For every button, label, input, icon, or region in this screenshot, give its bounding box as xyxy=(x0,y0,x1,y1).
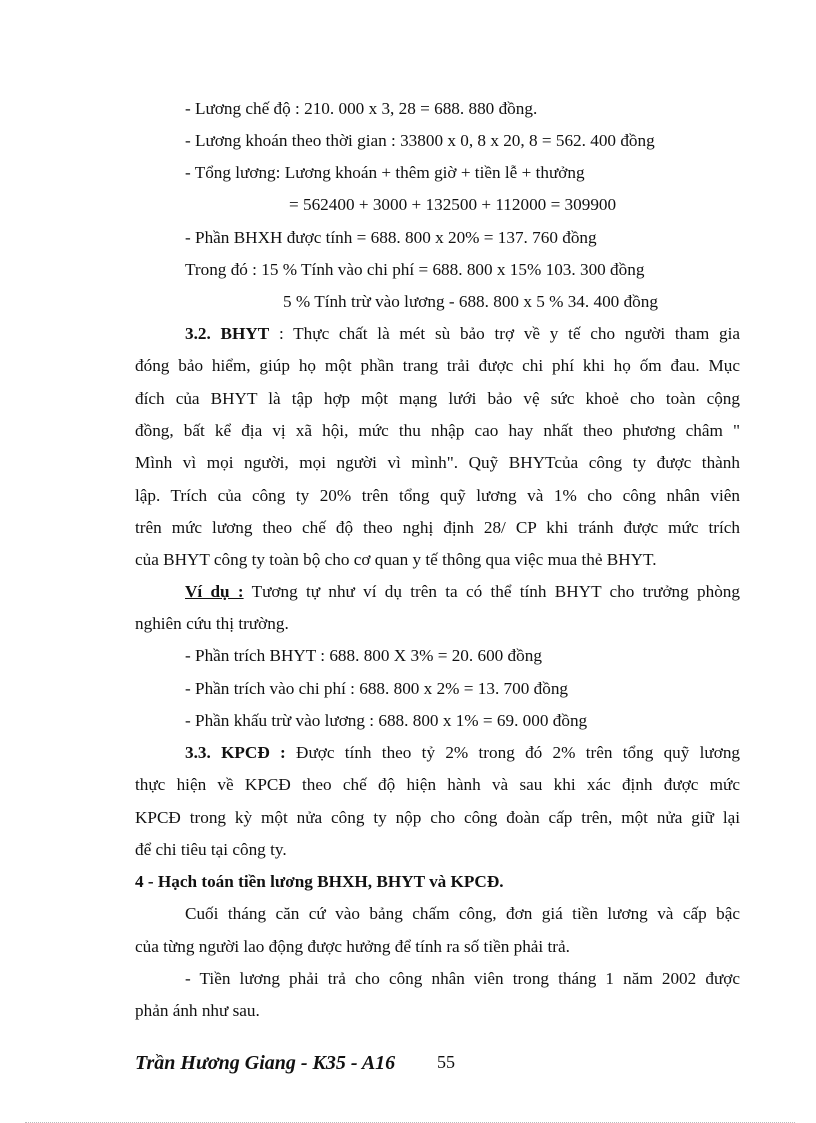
example-item: - Phần trích BHYT : 688. 800 X 3% = 20. 600 đồng xyxy=(185,646,542,665)
bhxh-deduction-line: 5 % Tính trừ vào lương - 688. 800 x 5 % 34. 400 đồng xyxy=(283,292,658,311)
kpcd-first-line: 3.3. KPCĐ : Được tính theo tỷ 2% trong đó 2% trên tổng quỹ lương xyxy=(185,743,740,762)
kpcd-line: để chi tiêu tại công ty. xyxy=(135,840,287,859)
total-salary-sum-line: = 562400 + 3000 + 132500 + 112000 = 309900 xyxy=(289,195,617,214)
example-first-line: Ví dụ : Tương tự như ví dụ trên ta có thể tính BHYT cho trưởng phòng xyxy=(185,582,740,601)
bhyt-line: đóng bảo hiểm, giúp họ một phần trang trải được chi phí khi họ ốm đau. Mục xyxy=(135,356,740,375)
section-4-paragraph-line: phản ánh như sau. xyxy=(135,1001,260,1020)
page-number: 55 xyxy=(437,1052,455,1072)
bhyt-paragraph-first-line: 3.2. BHYT : Thực chất là mét sù bảo trợ về y tế cho người tham gia xyxy=(185,324,740,343)
bhxh-cost-line: Trong đó : 15 % Tính vào chi phí = 688. 800 x 15% 103. 300 đồng xyxy=(185,260,645,279)
bhyt-line: của BHYT công ty toàn bộ cho cơ quan y tế thông qua việc mua thẻ BHYT. xyxy=(135,550,657,569)
example-label: Ví dụ : xyxy=(185,582,244,601)
bhyt-line: đích của BHYT là tập hợp một mạng lưới bảo vệ sức khoẻ cho toàn cộng xyxy=(135,389,740,408)
piece-salary-line: - Lương khoán theo thời gian : 33800 x 0, 8 x 20, 8 = 562. 400 đồng xyxy=(185,131,655,150)
kpcd-heading: 3.3. KPCĐ : xyxy=(185,743,286,762)
kpcd-line: KPCĐ trong kỳ một nửa công ty nộp cho công đoàn cấp trên, một nửa giữ lại xyxy=(135,808,740,827)
salary-regime-line: - Lương chế độ : 210. 000 x 3, 28 = 688. 880 đồng. xyxy=(185,99,538,118)
section-4-heading: 4 - Hạch toán tiền lương BHXH, BHYT và KPCĐ. xyxy=(135,872,504,891)
footer-author: Trần Hương Giang - K35 - A16 xyxy=(135,1052,396,1074)
bhyt-line: lập. Trích của công ty 20% trên tổng quỹ lương và 1% cho công nhân viên xyxy=(135,486,740,505)
bhxh-line: - Phần BHXH được tính = 688. 800 x 20% = 137. 760 đồng xyxy=(185,228,597,247)
section-4-paragraph-line: Cuối tháng căn cứ vào bảng chấm công, đơn giá tiền lương và cấp bậc xyxy=(185,904,740,923)
example-item: - Phần trích vào chi phí : 688. 800 x 2% = 13. 700 đồng xyxy=(185,679,569,698)
bhyt-line: Mình vì mọi người, mọi người vì mình". Quỹ BHYTcủa công ty được thành xyxy=(135,453,740,472)
total-salary-line: - Tổng lương: Lương khoán + thêm giờ + tiền lễ + thưởng xyxy=(185,163,585,182)
bhyt-heading: 3.2. BHYT xyxy=(185,324,270,343)
example-item: - Phần khấu trừ vào lương : 688. 800 x 1% = 69. 000 đồng xyxy=(185,711,588,730)
example-line: nghiên cứu thị trường. xyxy=(135,614,289,633)
section-4-paragraph-line: - Tiền lương phải trả cho công nhân viên trong tháng 1 năm 2002 được xyxy=(185,969,740,988)
bhyt-line: đồng, bất kể địa vị xã hội, mức thu nhập cao hay nhất theo phương châm " xyxy=(135,421,740,440)
kpcd-line: thực hiện về KPCĐ theo chế độ hiện hành và sau khi xác định được mức xyxy=(135,775,740,794)
section-4-paragraph-line: của từng người lao động được hưởng để tính ra số tiền phải trả. xyxy=(135,937,570,956)
bhyt-line: trên mức lương theo chế độ theo nghị định 28/ CP khi tránh được mức trích xyxy=(135,518,740,537)
